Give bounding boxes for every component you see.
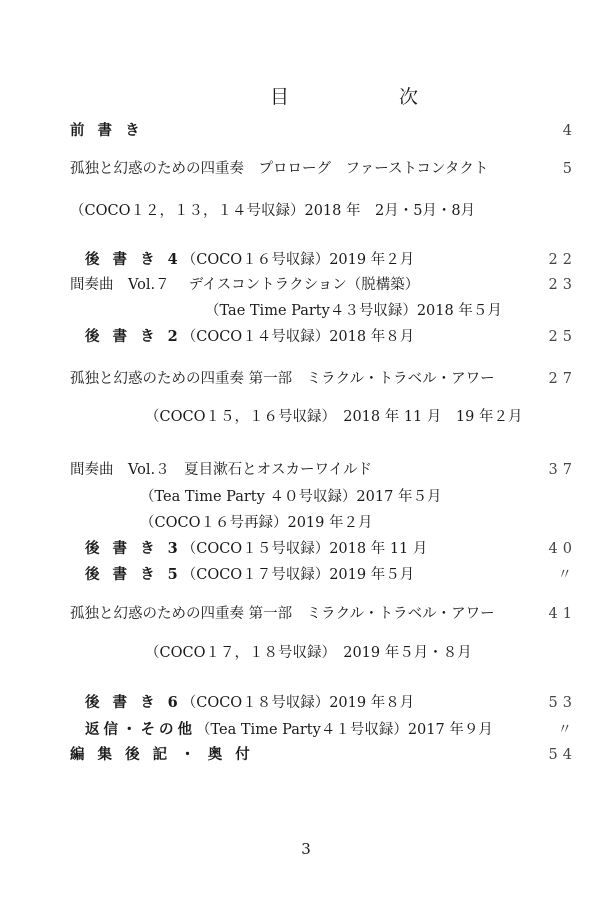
page-number: 3	[301, 840, 311, 858]
page-ref: 41	[548, 606, 577, 622]
toc-entry-afterword	[85, 566, 414, 584]
afterword-label: 後 書 き 5	[85, 566, 182, 583]
page-ref: 27	[548, 371, 577, 387]
toc-entry-prologue: 孤独と幻惑のための四重奏 プロローグ ファーストコンタクト	[70, 161, 489, 177]
afterword-source: （COCO１７号収録）2019 年５月	[181, 567, 415, 583]
afterword-label: 後 書 き 2	[85, 328, 182, 345]
page-ref: 53	[548, 695, 577, 711]
toc-entry-interlude: 間奏曲 Vol.７ デイスコントラクション（脱構築）	[70, 277, 420, 293]
afterword-source: （COCO１４号収録）2018 年８月	[181, 329, 415, 345]
afterword-label: 後 書 き 3	[85, 540, 182, 557]
page-ref: 23	[548, 277, 577, 293]
toc-entry-afterword	[85, 694, 414, 712]
toc-entry-source-note: （COCO１７，１８号収録） 2019 年５月・８月	[145, 645, 472, 661]
toc-entry-source-note: （COCO１６号再録）2019 年２月	[140, 515, 373, 531]
page-ref: 37	[548, 462, 577, 478]
toc-entry-reply	[85, 721, 493, 739]
reply-source: （Tea Time Party４１号収録）2017 年９月	[196, 722, 493, 738]
afterword-source: （COCO１８号収録）2019 年８月	[181, 695, 415, 711]
toc-entry-part-one: 孤独と幻惑のための四重奏 第一部 ミラクル・トラベル・アワー	[70, 371, 495, 387]
reply-label: 返信・その他	[85, 721, 196, 738]
toc-entry-afterword	[85, 540, 427, 558]
toc-entry-interlude: 間奏曲 Vol.３ 夏目漱石とオスカーワイルド	[70, 462, 373, 478]
page-ref: 22	[548, 252, 577, 268]
toc-entry-colophon: 編 集 後 記 ・ 奥 付	[70, 746, 254, 763]
toc-entry-source-note: （Tea Time Party ４０号収録）2017 年５月	[140, 489, 442, 505]
toc-entry-afterword	[85, 328, 414, 346]
afterword-source: （COCO１６号収録）2019 年２月	[181, 252, 415, 268]
page-ref: 〃	[557, 567, 577, 583]
toc-entry-preface: 前 書 き	[70, 122, 144, 139]
toc-entry-source-note: （COCO１５，１６号収録） 2018 年 11 月 19 年２月	[145, 409, 523, 425]
afterword-source: （COCO１５号収録）2018 年 11 月	[181, 541, 428, 557]
page-ref: 〃	[557, 722, 577, 738]
page-ref: 5	[562, 161, 577, 177]
toc-entry-source-note: （COCO１２，１３，１４号収録）2018 年 2月・5月・8月	[70, 203, 476, 219]
afterword-label: 後 書 き 4	[85, 251, 182, 268]
toc-entry-part-one: 孤独と幻惑のための四重奏 第一部 ミラクル・トラベル・アワー	[70, 606, 495, 622]
toc-title: 目 次	[270, 86, 471, 108]
toc-entry-afterword	[85, 251, 414, 269]
toc-entry-source-note: （Tae Time Party４３号収録）2018 年５月	[205, 303, 502, 319]
page-ref: 54	[548, 747, 577, 763]
page-ref: 25	[548, 329, 577, 345]
afterword-label: 後 書 き 6	[85, 694, 182, 711]
page-ref: 40	[548, 541, 577, 557]
page-ref: 4	[562, 123, 577, 139]
